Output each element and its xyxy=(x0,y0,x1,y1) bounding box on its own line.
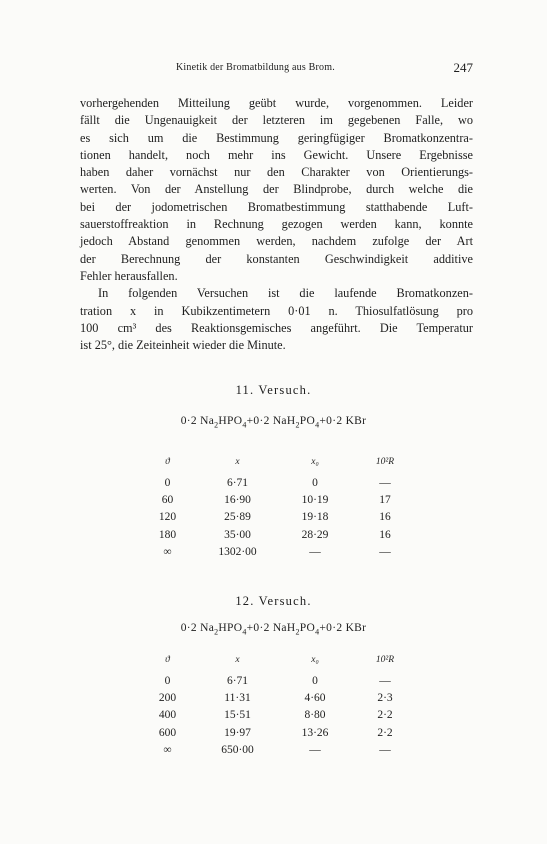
table-cell: ∞ xyxy=(163,743,172,756)
table-cell: 25·89 xyxy=(224,511,251,524)
table-cell: 11·31 xyxy=(224,691,251,704)
table-cell: 400 xyxy=(158,709,177,722)
table-row xyxy=(140,724,420,741)
table-cell: 17 xyxy=(379,493,391,506)
paragraph-line: sauerstoffreaktion in Rechnung gezogen werden kann, konnte xyxy=(80,217,473,232)
paragraph-line: bei der jodometrischen Bromatbestimmung statthabende Luft- xyxy=(80,199,473,214)
table-cell: 120 xyxy=(158,511,177,524)
experiment-11-title: 11. Versuch. xyxy=(235,383,312,397)
paragraph-line: jedoch Abstand genommen werden, nachdem zufolge der Art xyxy=(80,234,473,249)
table-cell: 15·51 xyxy=(224,709,251,722)
table-cell: 0 xyxy=(312,674,318,687)
table-cell: 19·97 xyxy=(224,726,251,739)
paragraph-line: haben daher vornächst nur den Charakter von Orientierungs- xyxy=(80,165,473,180)
table-row xyxy=(140,509,420,526)
experiment-12-formula: 0·2 $Na_2HPO_4+0\cdot 2$ $NaH_2PO_4+0\cdot 2$ KBr xyxy=(180,622,367,637)
table-cell: 16 xyxy=(379,511,391,524)
table-cell: — xyxy=(379,476,391,489)
column-header: ϑ xyxy=(165,457,170,467)
paragraph-line: der Berechnung der konstanten Geschwindigkeit additive xyxy=(80,251,473,266)
table-header-row xyxy=(140,450,420,474)
paragraph-line: tration x in Kubikzentimetern 0·01 n. Thiosulfatlösung pro xyxy=(80,303,473,318)
table-row xyxy=(140,672,420,689)
table-cell: 28·29 xyxy=(301,528,329,541)
table-cell: 1302·00 xyxy=(218,545,257,558)
table-cell: ∞ xyxy=(163,545,172,558)
column-header: x₀ xyxy=(311,655,319,665)
table-cell: — xyxy=(379,743,391,756)
table-row xyxy=(140,707,420,724)
experiment-12-table xyxy=(140,648,420,758)
table-cell: 10·19 xyxy=(301,493,329,506)
running-title: Kinetik der Bromatbildung aus Brom. xyxy=(176,62,335,73)
table-row xyxy=(140,543,420,560)
column-header: 10²R xyxy=(375,655,395,665)
table-cell: 60 xyxy=(161,493,174,506)
table-cell: 8·80 xyxy=(304,709,326,722)
table-cell: 180 xyxy=(158,528,177,541)
column-header: 10²R xyxy=(375,457,395,467)
page-number: 247 xyxy=(453,60,473,75)
table-row xyxy=(140,689,420,706)
table-cell: — xyxy=(309,743,321,756)
table-cell: — xyxy=(379,545,391,558)
table-cell: 600 xyxy=(158,726,177,739)
table-cell: 4·60 xyxy=(304,691,326,704)
paragraph-line: ist 25°, die Zeiteinheit wieder die Minute. xyxy=(80,338,286,353)
paragraph-line: vorhergehenden Mitteilung geübt wurde, vorgenommen. Leider xyxy=(80,96,473,110)
paragraph-line: es sich um die Bestimmung geringfügiger Bromatkonzentra- xyxy=(80,130,473,145)
column-header: ϑ xyxy=(165,655,170,665)
experiment-11-table xyxy=(140,450,420,560)
table-cell: 0 xyxy=(164,476,171,489)
table-cell: 19·18 xyxy=(301,511,329,524)
table-cell: 0 xyxy=(312,476,318,489)
table-cell: 2·2 xyxy=(377,709,393,722)
experiment-12-title: 12. Versuch. xyxy=(235,594,312,608)
experiment-11-formula: 0·2 $Na_2HPO_4+0\cdot 2$ $NaH_2PO_4+0\cdot 2$ KBr xyxy=(180,415,367,430)
table-row xyxy=(140,491,420,508)
table-cell: 2·3 xyxy=(377,691,393,704)
table-row xyxy=(140,526,420,543)
column-header: x xyxy=(235,457,240,467)
paragraph-line: werten. Von der Anstellung der Blindprobe, durch welche die xyxy=(80,182,473,197)
paragraph-line: In folgenden Versuchen ist die laufende Bromatkonzen- xyxy=(98,286,473,301)
table-cell: 35·00 xyxy=(224,528,251,541)
table-cell: 6·71 xyxy=(226,476,249,489)
paragraph-line: Fehler herausfallen. xyxy=(80,268,178,283)
table-cell: 2·2 xyxy=(377,726,393,739)
table-cell: — xyxy=(379,674,391,687)
table-row xyxy=(140,741,420,758)
paragraph-line: tionen handelt, noch mehr ins Gewicht. Unsere Ergebnisse xyxy=(80,147,473,162)
table-cell: 13·26 xyxy=(301,726,329,739)
paragraph-line: 100 cm³ des Reaktionsgemisches angeführt. Die Temperatur xyxy=(80,320,473,335)
table-cell: 16 xyxy=(379,528,391,541)
page-header xyxy=(80,62,473,78)
table-cell: 200 xyxy=(158,691,177,704)
table-cell: 16·90 xyxy=(224,493,251,506)
paragraph-line: fällt die Ungenauigkeit der letzteren im gegebenen Falle, wo xyxy=(80,113,473,128)
column-header: x₀ xyxy=(311,457,319,467)
table-row xyxy=(140,474,420,491)
table-cell: 0 xyxy=(164,674,171,687)
column-header: x xyxy=(235,655,240,665)
table-cell: 6·71 xyxy=(226,674,249,687)
body-text xyxy=(80,95,473,354)
table-header-row xyxy=(140,648,420,672)
table-cell: — xyxy=(309,545,321,558)
table-cell: 650·00 xyxy=(221,743,254,756)
